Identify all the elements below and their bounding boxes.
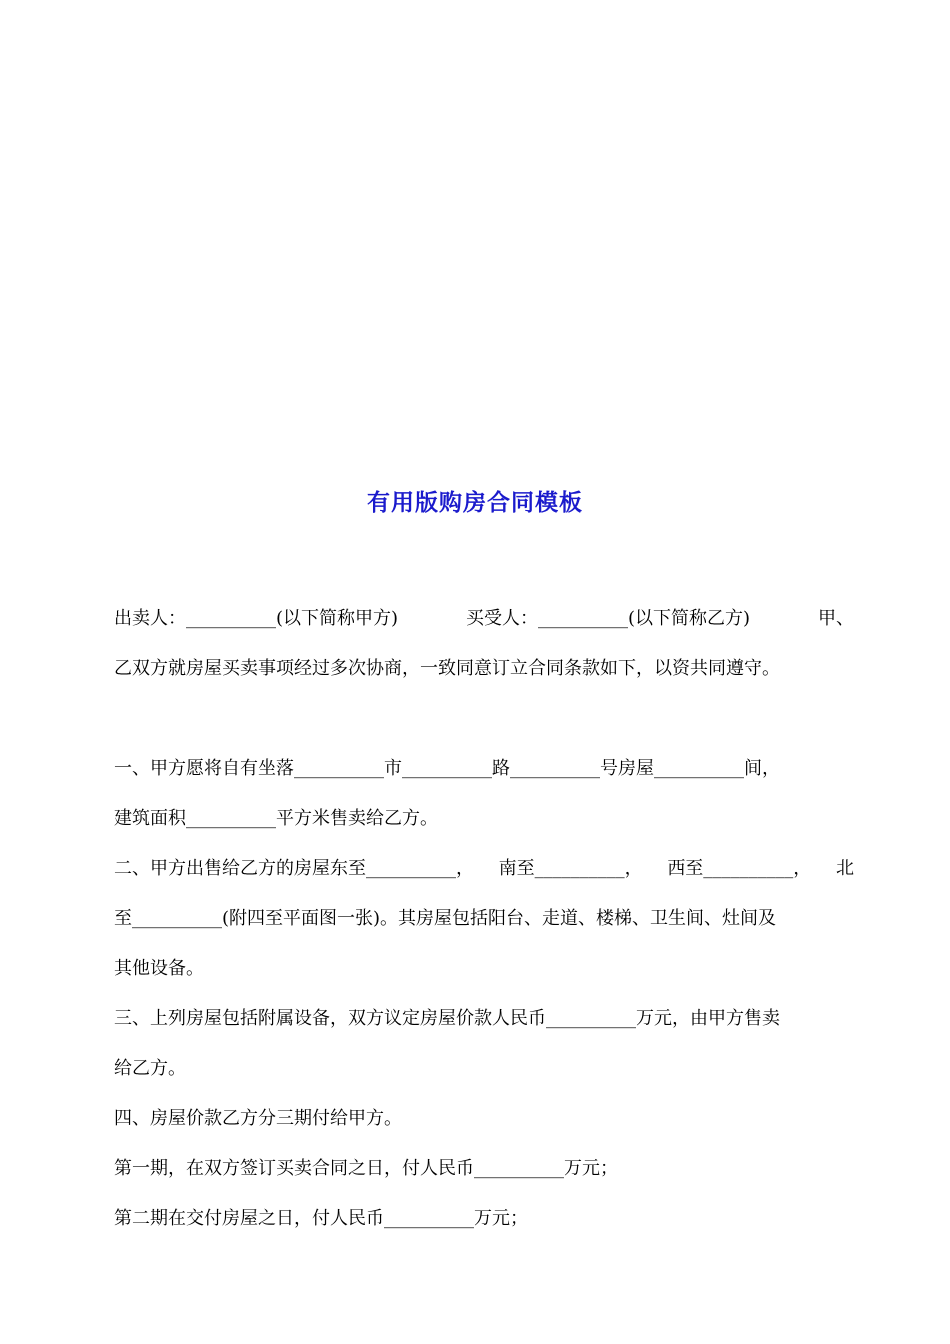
clause-3-line-1: 三、上列房屋包括附属设备，双方议定房屋价款人民币__________万元，由甲方售卖 xyxy=(114,1008,780,1029)
parties-line xyxy=(114,607,854,631)
clause-2-line-3: 其他设备。 xyxy=(114,958,204,979)
seller-field: 出卖人：__________(以下简称甲方) xyxy=(114,608,399,629)
clause-4-heading: 四、房屋价款乙方分三期付给甲方。 xyxy=(114,1108,402,1129)
buyer-field: 买受人：__________(以下简称乙方) xyxy=(466,608,751,629)
clause-2-south: 南至__________， xyxy=(498,858,643,879)
parties-tail: 甲、 xyxy=(818,608,854,629)
clause-1-line-2: 建筑面积__________平方米售卖给乙方。 xyxy=(114,808,438,829)
clause-3-line-2: 给乙方。 xyxy=(114,1058,186,1079)
document-title: 有用版购房合同模板 xyxy=(367,490,583,516)
clause-2-west: 西至__________， xyxy=(667,858,812,879)
clause-2-north: 北 xyxy=(835,858,854,879)
clause-2-east: 二、甲方出售给乙方的房屋东至__________， xyxy=(114,858,474,879)
clause-4-phase-1: 第一期，在双方签订买卖合同之日，付人民币__________万元； xyxy=(114,1158,618,1179)
clause-2-line-1 xyxy=(114,857,854,881)
clause-2-line-2: 至__________(附四至平面图一张)。其房屋包括阳台、走道、楼梯、卫生间、灶间及 xyxy=(114,908,777,929)
clause-4-phase-2: 第二期在交付房屋之日，付人民币__________万元； xyxy=(114,1208,528,1229)
clause-1-line-1: 一、甲方愿将自有坐落__________市__________路__________号房屋__________间， xyxy=(114,758,780,779)
intro-line: 乙双方就房屋买卖事项经过多次协商，一致同意订立合同条款如下，以资共同遵守。 xyxy=(114,658,780,679)
